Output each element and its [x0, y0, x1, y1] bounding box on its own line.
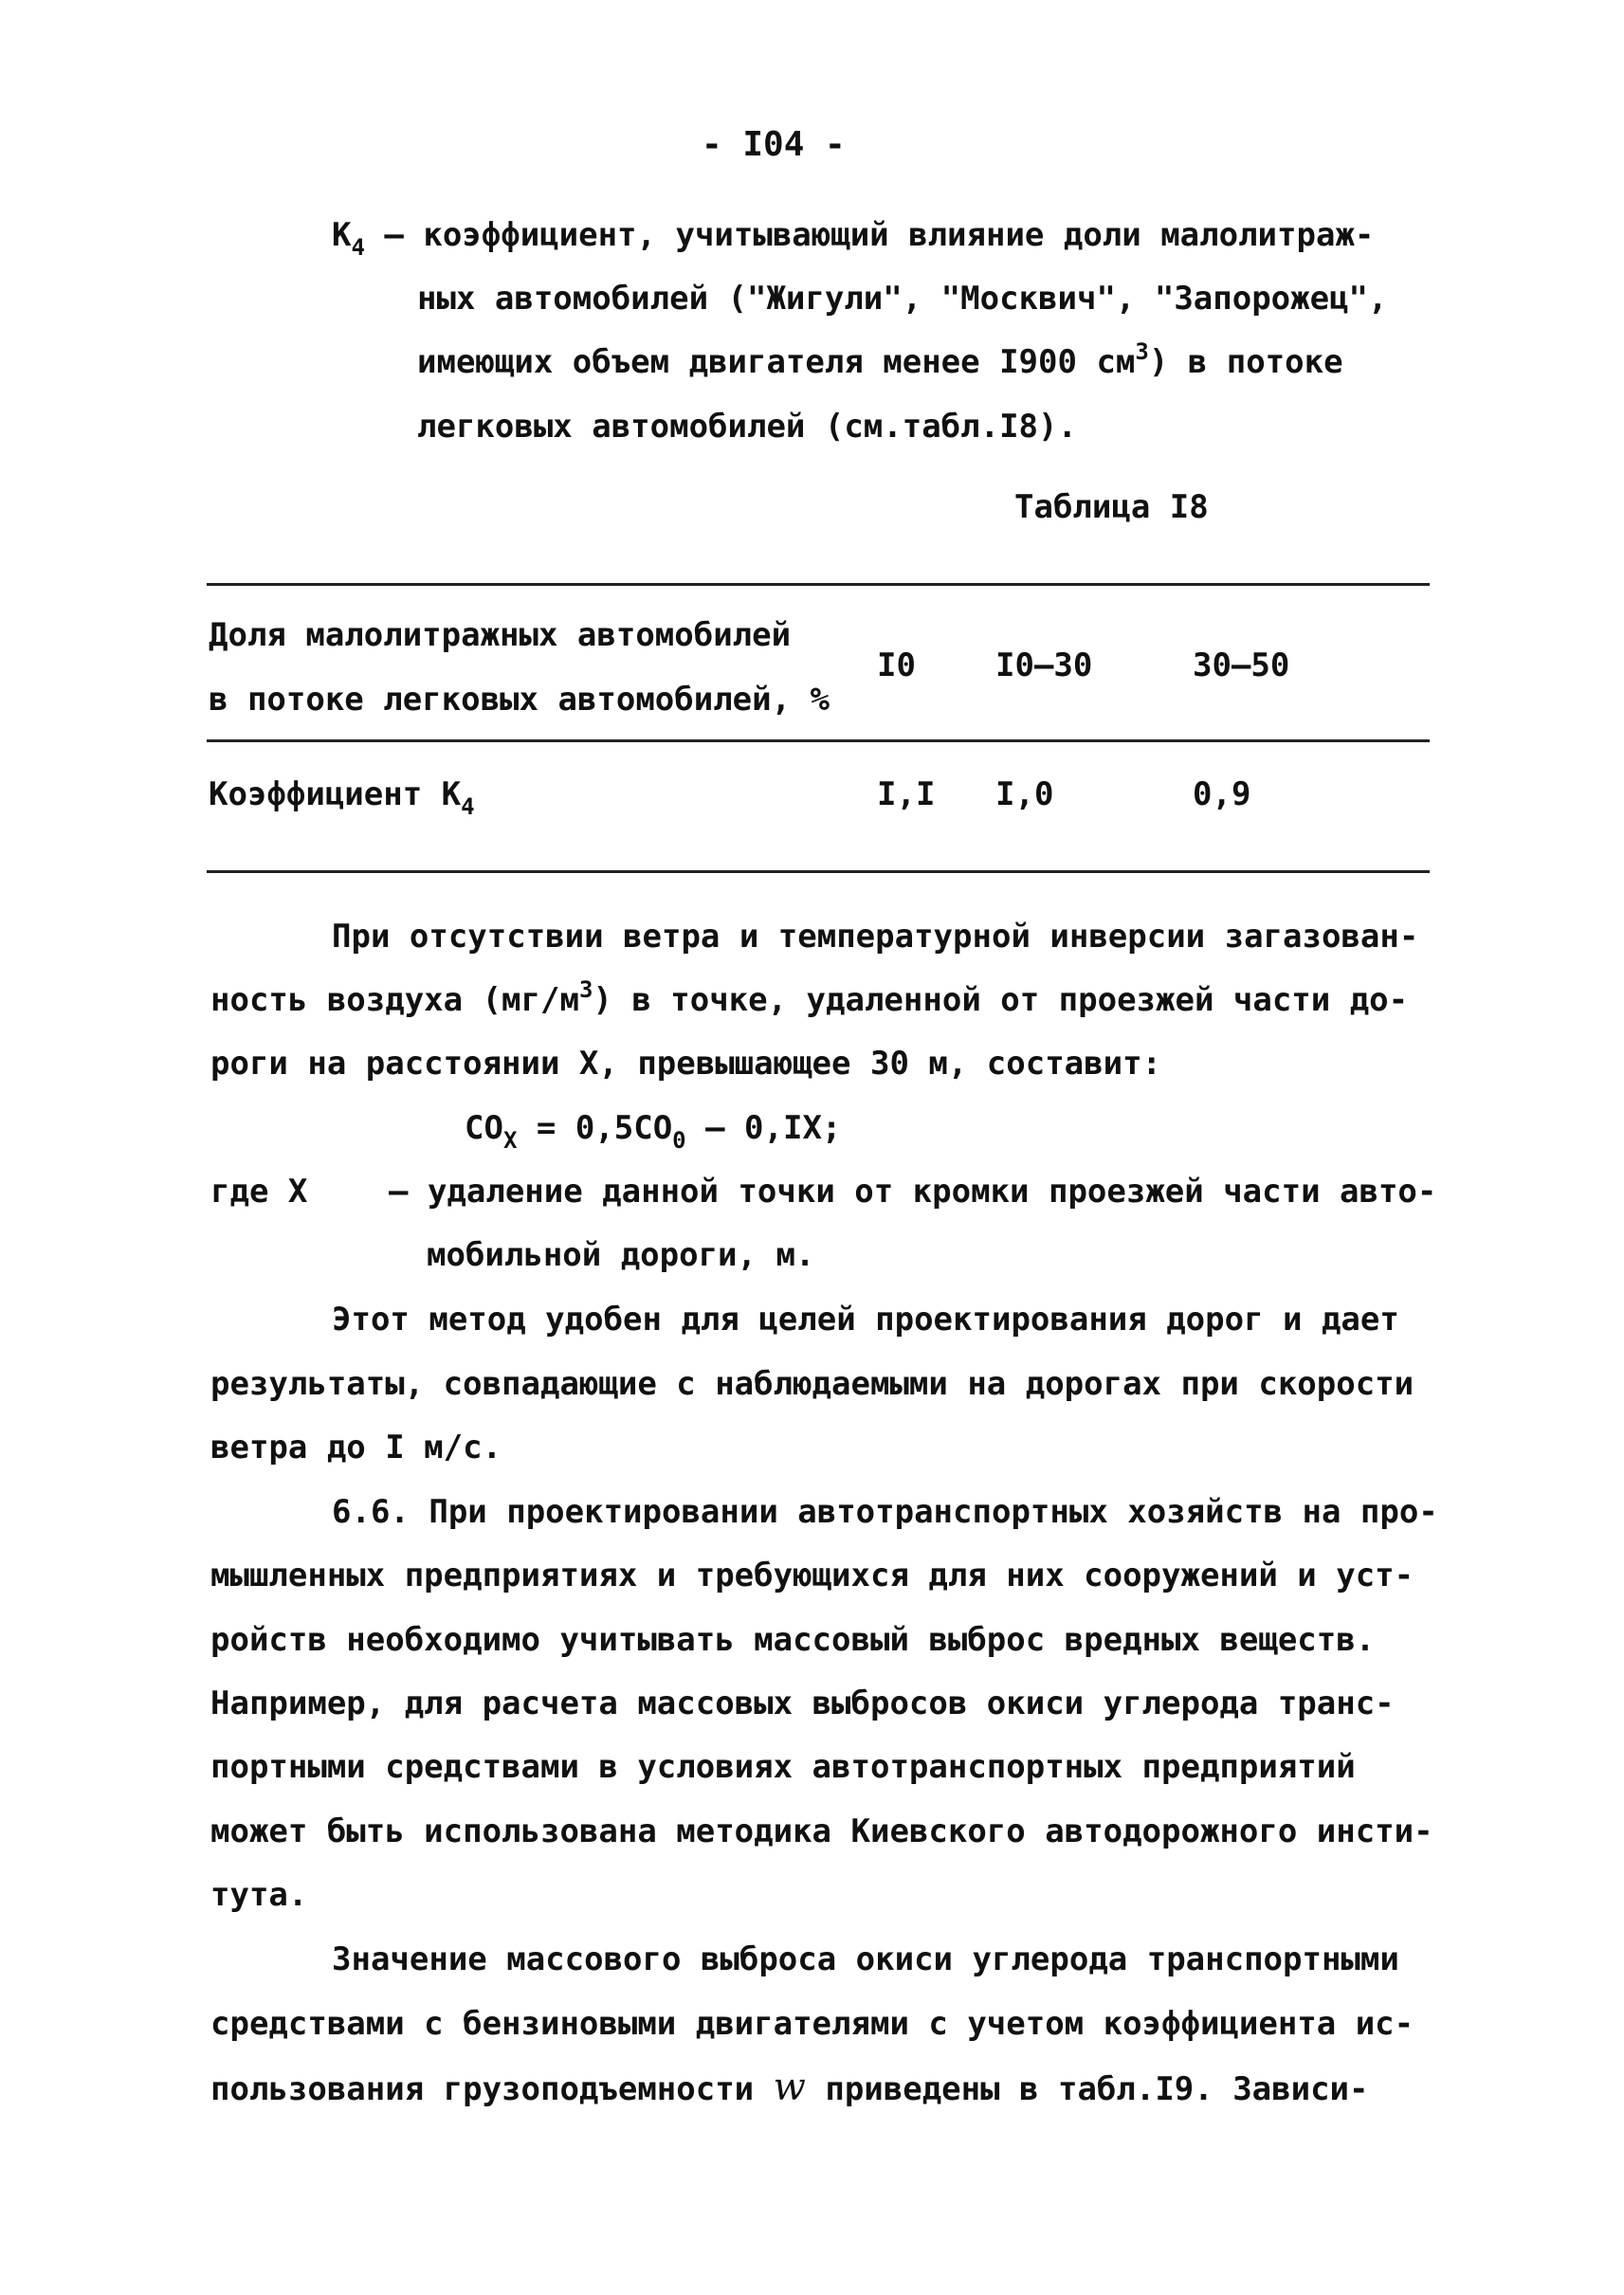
para1-line-2-sup: 3	[578, 976, 593, 1003]
formula	[465, 1109, 842, 1154]
w-symbol: w	[773, 2066, 806, 2109]
para4-line-3	[210, 2068, 1369, 2108]
para3-line-3: ройств необходимо учитывать массовый выброс вредных веществ.	[210, 1621, 1376, 1659]
formula-part-a: CO	[465, 1109, 503, 1147]
table-row1-label-1: Доля малолитражных автомобилей	[209, 616, 792, 654]
para3-line-1: 6.6. При проектировании автотранспортных хозяйств на про-	[332, 1493, 1438, 1531]
table-col-3: 30–50	[1193, 647, 1290, 684]
para2-line-3: ветра до I м/с.	[210, 1429, 502, 1466]
table-row2-label	[209, 775, 475, 820]
where-line-2: мобильной дороги, м.	[427, 1236, 815, 1274]
page-number: - I04 -	[702, 125, 846, 164]
k4-symbol-sub: 4	[351, 234, 365, 261]
para1-line-1: При отсутствии ветра и температурной инверсии загазован-	[332, 918, 1419, 956]
para1-line-3: роги на расстоянии X, превышающее 30 м, составит:	[210, 1045, 1162, 1083]
k4-definition-line-2: ных автомобилей ("Жигули", "Москвич", "Запорожец",	[417, 280, 1388, 318]
para1-line-2a: ность воздуха (мг/м	[210, 981, 579, 1019]
para3-line-4: Например, для расчета массовых выбросов окиси углерода транс-	[210, 1685, 1395, 1722]
para3-line-2: мышленных предприятиях и требующихся для них сооружений и уст-	[210, 1557, 1414, 1594]
para1-line-2	[210, 976, 1409, 1022]
table-row2-label-sub: 4	[461, 793, 475, 820]
k4-definition-line-4: легковых автомобилей (см.табл.I8).	[417, 408, 1077, 446]
where-label: где X	[210, 1173, 308, 1211]
para2-line-2: результаты, совпадающие с наблюдаемыми на дорогах при скорости	[210, 1365, 1414, 1403]
para4-line-2: средствами с бензиновыми двигателями с учетом коэффициента ис-	[210, 2005, 1414, 2043]
table-row2-value-2: I,0	[995, 775, 1054, 813]
para1-line-2b: ) в точке, удаленной от проезжей части до-	[593, 981, 1409, 1019]
formula-part-c: – 0,IX;	[685, 1109, 842, 1147]
k4-definition-line-3	[417, 338, 1343, 384]
table-row2-label-text: Коэффициент K	[209, 775, 462, 813]
table-caption: Таблица I8	[1014, 488, 1209, 526]
k4-definition-line-1	[332, 216, 1375, 261]
table-col-1: I0	[877, 647, 916, 684]
table-row1-label-2: в потоке легковых автомобилей, %	[209, 681, 830, 719]
formula-part-b: = 0,5CO	[517, 1109, 673, 1147]
para4-line-1: Значение массового выброса окиси углерода транспортными	[332, 1940, 1399, 1978]
para3-line-6: может быть использована методика Киевского автодорожного инсти-	[210, 1812, 1433, 1850]
para3-line-5: портными средствами в условиях автотранспортных предприятий	[210, 1748, 1356, 1786]
table-row2-value-1: I,I	[877, 775, 936, 813]
para4-line-3b: приведены в табл.I9. Зависи-	[805, 2070, 1369, 2108]
table-bottom-rule	[207, 870, 1430, 873]
k4-text-1: – коэффициент, учитывающий влияние доли малолитраж-	[384, 216, 1375, 254]
para3-line-7: тута.	[210, 1876, 308, 1914]
k4-text-3a: имеющих объем двигателя менее I900 см	[417, 343, 1136, 381]
para2-line-1: Этот метод удобен для целей проектирования дорог и дает	[332, 1301, 1399, 1339]
k4-symbol: K	[332, 216, 352, 254]
formula-part-b-sub: 0	[672, 1127, 686, 1154]
formula-part-a-sub: X	[502, 1127, 518, 1154]
table-top-rule	[207, 583, 1430, 586]
para4-line-3a: пользования грузоподъемности	[210, 2070, 774, 2108]
k4-text-3-sup: 3	[1135, 338, 1149, 365]
table-mid-rule	[207, 739, 1430, 742]
where-line-1: – удаление данной точки от кромки проезжей части авто-	[389, 1173, 1437, 1211]
k4-text-3b: ) в потоке	[1148, 343, 1343, 381]
table-col-2: I0–30	[995, 647, 1093, 684]
table-row2-value-3: 0,9	[1193, 775, 1251, 813]
